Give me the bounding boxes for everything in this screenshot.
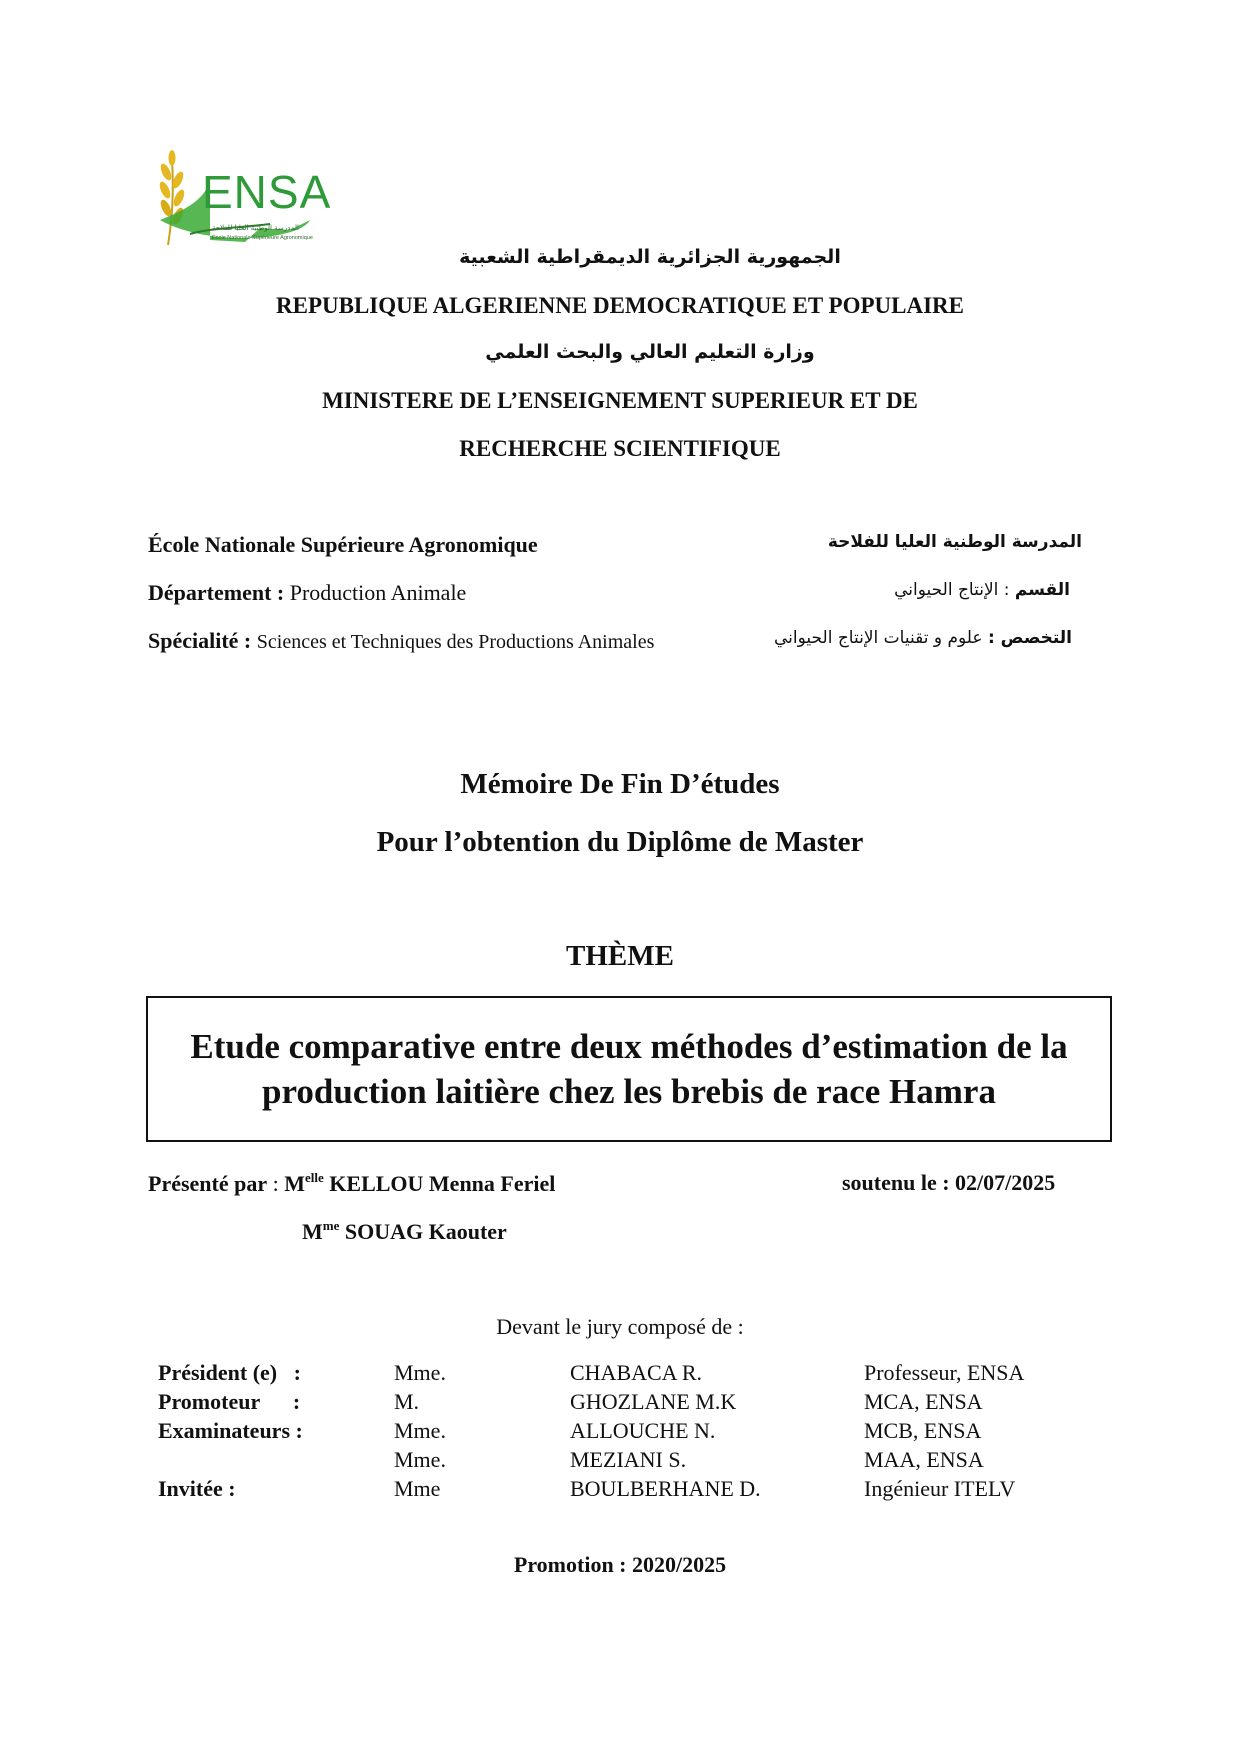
student1-title: M: [284, 1171, 306, 1196]
department-value: Production Animale: [289, 580, 467, 605]
jury-member-name: MEZIANI S.: [570, 1447, 687, 1472]
student2-name: SOUAG Kaouter: [339, 1219, 507, 1244]
logo-text: ENSA: [202, 166, 332, 218]
jury-role: [158, 1445, 394, 1474]
jury-member-name: BOULBERHANE D.: [570, 1476, 761, 1501]
jury-role: Examinateurs :: [158, 1418, 303, 1443]
school-name-fr: [148, 532, 538, 558]
jury-role: Promoteur :: [158, 1389, 301, 1414]
department-ar-value: : الإنتاج الحيواني: [894, 580, 1010, 600]
republic-french: REPUBLIQUE ALGERIENNE DEMOCRATIQUE ET POPULAIRE: [276, 293, 964, 318]
school-name-text: École Nationale Supérieure Agronomique: [148, 532, 538, 557]
memoire-title: Mémoire De Fin D’études: [460, 768, 780, 800]
diploma-title: Pour l’obtention du Diplôme de Master: [376, 826, 864, 858]
theme-label: THÈME: [566, 940, 674, 972]
jury-member-position: MCB, ENSA: [864, 1418, 982, 1443]
jury-role: Président (e) :: [158, 1360, 301, 1385]
jury-row: [158, 1358, 1084, 1387]
jury-member-title: Mme.: [394, 1418, 446, 1443]
ministry-french-line1: MINISTERE DE L’ENSEIGNEMENT SUPERIEUR ET DE: [322, 388, 918, 413]
speciality-ar-value: علوم و تقنيات الإنتاج الحيواني: [774, 628, 983, 648]
jury-member-name: ALLOUCHE N.: [570, 1418, 716, 1443]
logo-subtitle-fr: École Nationale Supérieure Agronomique: [212, 235, 313, 241]
department-line: [148, 580, 466, 606]
department-ar-line: [894, 580, 1070, 600]
ministry-french-line2: RECHERCHE SCIENTIFIQUE: [459, 436, 781, 461]
presented-separator: :: [267, 1171, 285, 1196]
jury-row: [158, 1387, 1084, 1416]
student2-title-sup: me: [322, 1218, 340, 1233]
jury-member-name: GHOZLANE M.K: [570, 1389, 737, 1414]
defense-date: soutenu le : 02/07/2025: [842, 1170, 1056, 1195]
student1-title-sup: elle: [305, 1170, 324, 1185]
jury-row: [158, 1445, 1084, 1474]
student2-title: M: [302, 1219, 323, 1244]
department-label: Département :: [148, 580, 285, 605]
jury-member-name: CHABACA R.: [570, 1360, 703, 1385]
jury-role: Invitée :: [158, 1476, 236, 1501]
jury-member-position: Ingénieur ITELV: [864, 1476, 1016, 1501]
speciality-ar-line: [774, 628, 1072, 648]
logo-subtitle-ar: المدرسة الوطنية العليا للفلاحة: [212, 224, 299, 232]
ministry-arabic: وزارة التعليم العالي والبحث العلمي: [485, 341, 815, 363]
jury-member-title: Mme.: [394, 1360, 446, 1385]
department-ar-label: القسم: [1014, 580, 1070, 600]
republic-arabic: الجمهورية الجزائرية الديمقراطية الشعبية: [459, 246, 841, 268]
jury-intro: Devant le jury composé de :: [496, 1314, 744, 1339]
student2-line: [302, 1218, 507, 1245]
presented-by-line: [148, 1170, 555, 1197]
ensa-logo: [150, 150, 340, 250]
wheat-icon: [158, 150, 187, 245]
student1-name: KELLOU Menna Feriel: [323, 1171, 556, 1196]
jury-member-position: MCA, ENSA: [864, 1389, 983, 1414]
promotion: Promotion : 2020/2025: [513, 1552, 727, 1577]
jury-member-title: Mme.: [394, 1447, 446, 1472]
jury-member-position: MAA, ENSA: [864, 1447, 984, 1472]
jury-member-title: M.: [394, 1389, 420, 1414]
jury-table: [158, 1358, 1084, 1503]
presented-label: Présenté par: [148, 1171, 268, 1196]
school-name-ar: [828, 532, 1082, 552]
jury-member-position: Professeur, ENSA: [864, 1360, 1025, 1385]
speciality-ar-label: التخصص :: [987, 628, 1072, 648]
speciality-line: [148, 628, 654, 654]
speciality-label: Spécialité :: [148, 628, 252, 653]
speciality-value: Sciences et Techniques des Productions Animales: [256, 631, 655, 653]
jury-row: [158, 1416, 1084, 1445]
jury-row: [158, 1474, 1084, 1503]
jury-member-title: Mme: [394, 1476, 441, 1501]
theme-box: [146, 996, 1112, 1142]
school-name-ar-text: المدرسة الوطنية العليا للفلاحة: [827, 532, 1082, 552]
theme-title: Etude comparative entre deux méthodes d’estimation de la production laitière chez les brebis de race Hamra: [190, 1027, 1068, 1111]
